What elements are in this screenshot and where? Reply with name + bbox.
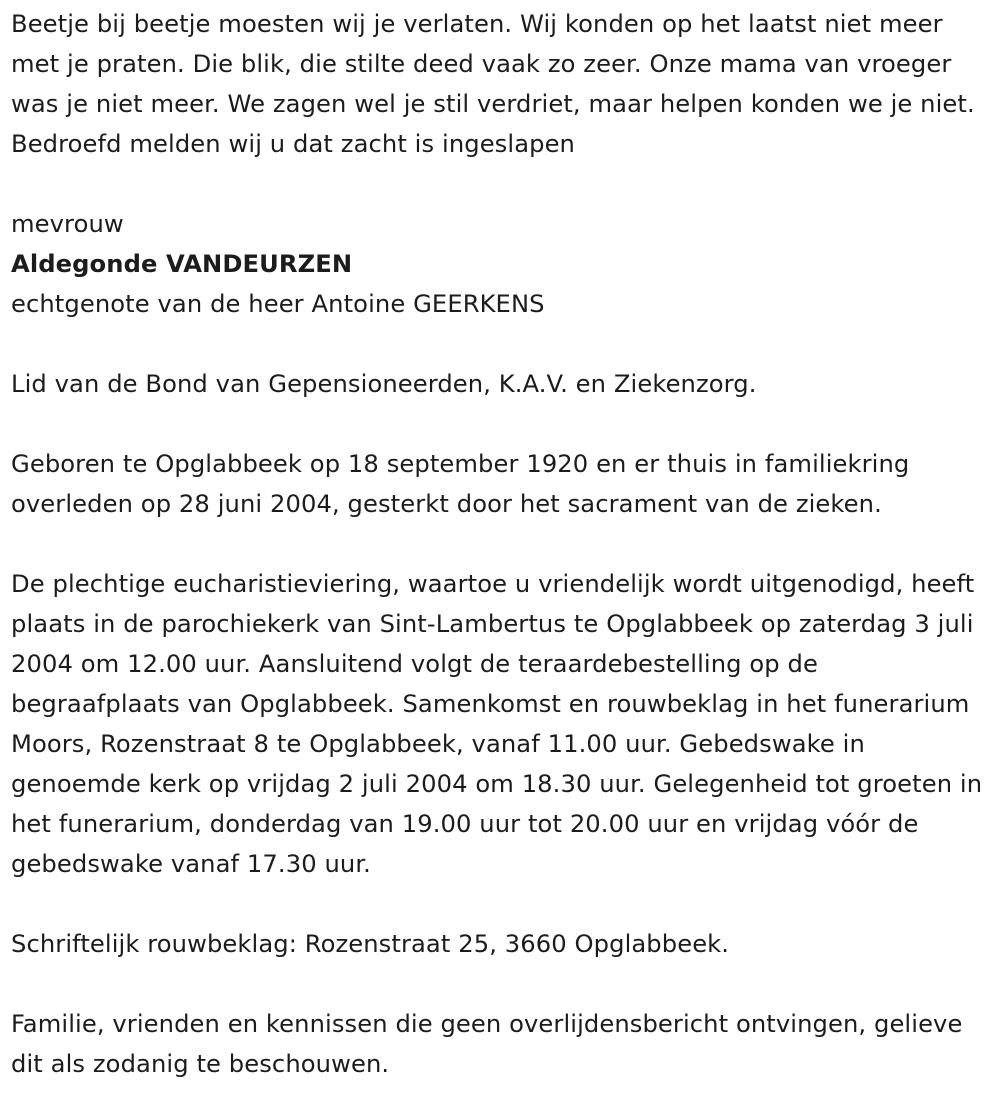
spacer — [11, 524, 991, 564]
condolence-address: Schriftelijk rouwbeklag: Rozenstraat 25, 3660 Opglabbeek. — [11, 930, 730, 958]
spacer — [11, 884, 991, 924]
birth-death-paragraph: Geboren te Opglabbeek op 18 september 1920 en er thuis in familiekring overleden op 28 juni 2004, gesterkt door het sacrament van de zieken. — [11, 450, 910, 518]
closing-paragraph: Familie, vrienden en kennissen die geen overlijdensbericht ontvingen, gelieve dit als zodanig te beschouwen. — [11, 1010, 963, 1078]
death-notice — [11, 4, 991, 1084]
spacer — [11, 964, 991, 1004]
membership-paragraph: Lid van de Bond van Gepensioneerden, K.A.V. en Ziekenzorg. — [11, 370, 757, 398]
intro-paragraph: Beetje bij beetje moesten wij je verlaten. Wij konden op het laatst niet meer met je praten. Die blik, die stilte deed vaak zo zeer. Onze mama van vroeger was je niet meer. We zagen wel je stil verdriet, maar helpen konden we je niet. Bedroefd melden wij u dat zacht is ingeslapen — [11, 10, 975, 158]
ceremony-paragraph: De plechtige eucharistieviering, waartoe u vriendelijk wordt uitgenodigd, heeft plaats in de parochiekerk van Sint-Lambertus te Opglabbeek op zaterdag 3 juli 2004 om 12.00 uur. Aansluitend volgt de teraardebestelling op de begraafplaats van Opglabbeek. Samenkomst en rouwbeklag in het funerarium Moors, Rozenstraat 8 te Opglabbeek, vanaf 11.00 uur. Gebedswake in genoemde kerk op vrijdag 2 juli 2004 om 18.30 uur. Gelegenheid tot groeten in het funerarium, donderdag van 19.00 uur tot 20.00 uur en vrijdag vóór de gebedswake vanaf 17.30 uur. — [11, 570, 983, 878]
salutation: mevrouw — [11, 210, 124, 238]
spacer — [11, 404, 991, 444]
spacer — [11, 164, 991, 204]
deceased-name: Aldegonde VANDEURZEN — [11, 250, 353, 278]
spouse-line: echtgenote van de heer Antoine GEERKENS — [11, 290, 545, 318]
spacer — [11, 324, 991, 364]
